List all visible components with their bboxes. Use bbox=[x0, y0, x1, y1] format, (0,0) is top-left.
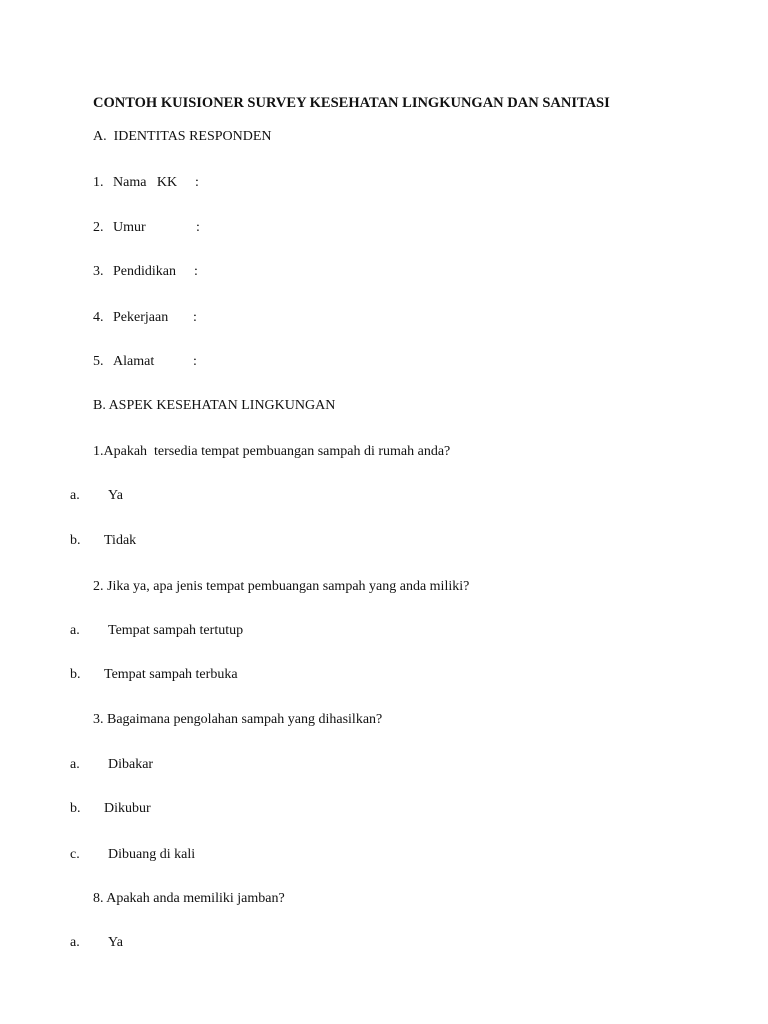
field-colon: : bbox=[196, 220, 200, 235]
option-text: Dibuang di kali bbox=[108, 847, 196, 862]
option-letter: a. bbox=[70, 488, 80, 503]
document-title: CONTOH KUISIONER SURVEY KESEHATAN LINGKUNGAN DAN SANITASI bbox=[93, 95, 610, 111]
section-b-heading: B. ASPEK KESEHATAN LINGKUNGAN bbox=[93, 398, 336, 413]
question-text: 1.Apakah tersedia tempat pembuangan sampah di rumah anda? bbox=[93, 444, 451, 459]
field-label: Nama KK bbox=[113, 175, 178, 190]
option-text: Tidak bbox=[104, 533, 137, 548]
section-a-heading: A. IDENTITAS RESPONDEN bbox=[93, 129, 272, 144]
option-text: Dikubur bbox=[104, 801, 151, 816]
option-text: Tempat sampah tertutup bbox=[108, 623, 244, 638]
field-number: 2. bbox=[93, 220, 104, 235]
field-number: 4. bbox=[93, 310, 104, 325]
field-number: 3. bbox=[93, 264, 104, 279]
option-letter: b. bbox=[70, 667, 81, 682]
option-text: Ya bbox=[108, 935, 123, 950]
field-colon: : bbox=[193, 310, 197, 325]
option-letter: c. bbox=[70, 847, 80, 862]
field-label: Pendidikan bbox=[113, 264, 176, 279]
field-colon: : bbox=[194, 264, 198, 279]
field-label: Pekerjaan bbox=[113, 310, 169, 325]
field-colon: : bbox=[193, 354, 197, 369]
option-text: Dibakar bbox=[108, 757, 154, 772]
field-number: 1. bbox=[93, 175, 104, 190]
field-label: Umur bbox=[113, 220, 146, 235]
option-letter: b. bbox=[70, 533, 81, 548]
question-text: 8. Apakah anda memiliki jamban? bbox=[93, 891, 285, 906]
option-text: Ya bbox=[108, 488, 123, 503]
field-label: Alamat bbox=[113, 354, 155, 369]
option-letter: a. bbox=[70, 623, 80, 638]
field-colon: : bbox=[195, 175, 199, 190]
option-letter: a. bbox=[70, 757, 80, 772]
question-text: 2. Jika ya, apa jenis tempat pembuangan sampah yang anda miliki? bbox=[93, 579, 470, 594]
option-letter: a. bbox=[70, 935, 80, 950]
field-number: 5. bbox=[93, 354, 104, 369]
option-letter: b. bbox=[70, 801, 81, 816]
question-text: 3. Bagaimana pengolahan sampah yang dihasilkan? bbox=[93, 712, 383, 727]
option-text: Tempat sampah terbuka bbox=[104, 667, 238, 682]
